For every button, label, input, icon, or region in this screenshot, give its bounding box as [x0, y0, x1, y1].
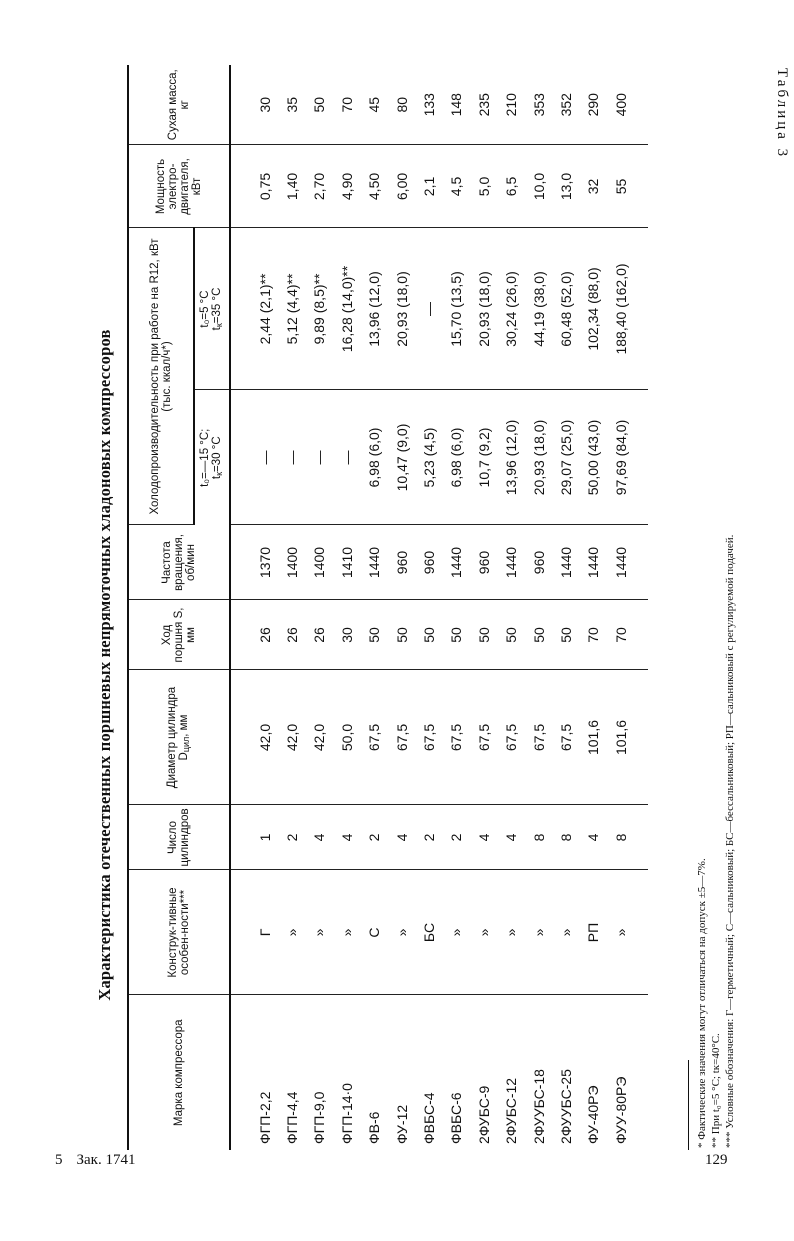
spacer-cell: [230, 670, 251, 805]
cell-design: »: [552, 870, 579, 995]
cell-speed: 1440: [361, 525, 388, 600]
spacer-cell: [230, 805, 251, 870]
table-row: [580, 65, 607, 1150]
sub1-line1: t₀=—15 °C;: [199, 428, 211, 487]
sub2-line1: t₀=5 °C: [199, 290, 211, 328]
spacer-cell: [634, 870, 648, 995]
cell-stroke: 30: [333, 600, 360, 670]
table-row: [361, 65, 388, 1150]
table-label: Таблица 3: [774, 68, 790, 160]
cell-capacity-minus15: 6,98 (6,0): [443, 390, 470, 525]
cell-power: 4,90: [333, 145, 360, 228]
cell-capacity-minus15: 50,00 (43,0): [580, 390, 607, 525]
cell-cylinders: 8: [525, 805, 552, 870]
cell-diameter: 67,5: [415, 670, 442, 805]
cell-mark: ФВ-6: [366, 1111, 383, 1144]
spacer-cell: [230, 228, 251, 390]
cell-diameter: 42,0: [278, 670, 305, 805]
cell-power: 6,5: [498, 145, 525, 228]
cell-diameter: 50,0: [333, 670, 360, 805]
cell-design: »: [278, 870, 305, 995]
order-number: Зак. 1741: [76, 1152, 136, 1168]
table-row: [470, 65, 497, 1150]
header-diameter: [128, 670, 230, 805]
print-signature: [55, 1152, 135, 1169]
cell-stroke: 26: [278, 600, 305, 670]
spacer-cell: [230, 145, 251, 228]
cell-capacity-plus5: 5,12 (4,4)**: [278, 228, 305, 390]
cell-diameter: 67,5: [388, 670, 415, 805]
cell-stroke: 50: [388, 600, 415, 670]
table-row: [388, 65, 415, 1150]
spacer-cell: [230, 390, 251, 525]
cell-capacity-minus15: —: [306, 390, 333, 525]
footnote-rule: [688, 1060, 689, 1150]
cell-design: »: [388, 870, 415, 995]
cell-capacity-plus5: 16,28 (14,0)**: [333, 228, 360, 390]
cell-speed: 1440: [607, 525, 634, 600]
cell-mark: ФУ-40РЭ: [585, 1085, 602, 1144]
header-diameter-sub: цил: [181, 736, 191, 753]
cell-capacity-minus15: 6,98 (6,0): [361, 390, 388, 525]
cell-capacity-plus5: 20,93 (18,0): [388, 228, 415, 390]
sub2-line2-text: =35 °C: [211, 287, 223, 324]
cell-capacity-minus15: —: [333, 390, 360, 525]
table-row: [333, 65, 360, 1150]
cell-power: 55: [607, 145, 634, 228]
cell-power: 4,5: [443, 145, 470, 228]
spacer-cell: [634, 600, 648, 670]
cell-capacity-plus5: 9,89 (8,5)**: [306, 228, 333, 390]
sub1-line2-text: =30 °C: [211, 436, 223, 472]
cell-power: 4,50: [361, 145, 388, 228]
cell-mass: 290: [580, 65, 607, 145]
cell-cylinders: 8: [552, 805, 579, 870]
cell-cylinders: 2: [278, 805, 305, 870]
cell-diameter: 67,5: [470, 670, 497, 805]
spacer-row: [634, 65, 648, 1150]
spacer-cell: [230, 65, 251, 145]
cell-stroke: 50: [443, 600, 470, 670]
footnotes: [695, 535, 737, 1148]
cell-speed: 1440: [552, 525, 579, 600]
cell-cylinders: 4: [333, 805, 360, 870]
cell-cylinders: 1: [251, 805, 278, 870]
cell-design: »: [525, 870, 552, 995]
cell-design: БС: [415, 870, 442, 995]
spacer-cell: [634, 65, 648, 145]
cell-capacity-minus15: 20,93 (18,0): [525, 390, 552, 525]
cell-capacity-plus5: 44,19 (38,0): [525, 228, 552, 390]
cell-capacity-minus15: —: [251, 390, 278, 525]
cell-mark: ФГП-2,2: [256, 1091, 273, 1144]
cell-mass: 133: [415, 65, 442, 145]
spacer-cell: [230, 525, 251, 600]
cell-speed: 1440: [498, 525, 525, 600]
cell-power: 13,0: [552, 145, 579, 228]
cell-diameter: 67,5: [361, 670, 388, 805]
cell-capacity-plus5: 102,34 (88,0): [580, 228, 607, 390]
cell-diameter: 67,5: [498, 670, 525, 805]
spacer-row: [230, 65, 251, 1150]
cell-stroke: 50: [552, 600, 579, 670]
cell-capacity-minus15: 13,96 (12,0): [498, 390, 525, 525]
cell-cylinders: 8: [607, 805, 634, 870]
cell-capacity-minus15: 5,23 (4,5): [415, 390, 442, 525]
cell-mass: 30: [251, 65, 278, 145]
cell-diameter: 101,6: [580, 670, 607, 805]
cell-power: 2,1: [415, 145, 442, 228]
cell-speed: 960: [415, 525, 442, 600]
header-diameter-text: Диаметр цилиндра D: [166, 686, 190, 789]
cell-power: 6,00: [388, 145, 415, 228]
cell-cylinders: 2: [443, 805, 470, 870]
tk-sub: к: [214, 471, 224, 476]
cell-power: 5,0: [470, 145, 497, 228]
header-mass: Сухая масса, кг: [128, 65, 230, 145]
cell-design: »: [498, 870, 525, 995]
table-body: [230, 65, 648, 1150]
cell-speed: 960: [470, 525, 497, 600]
cell-mass: 50: [306, 65, 333, 145]
header-capacity-plus5: [194, 228, 230, 390]
cell-mark: ФУУ-80РЭ: [612, 1076, 629, 1144]
cell-diameter: 67,5: [525, 670, 552, 805]
table-row: [415, 65, 442, 1150]
cell-mass: 80: [388, 65, 415, 145]
cell-mark: ФГП-9,0: [311, 1091, 328, 1144]
cell-mark: 2ФУУБС-18: [530, 1069, 547, 1144]
cell-capacity-plus5: 2,44 (2,1)**: [251, 228, 278, 390]
cell-capacity-plus5: 13,96 (12,0): [361, 228, 388, 390]
cell-cylinders: 2: [415, 805, 442, 870]
table-row: [498, 65, 525, 1150]
cell-stroke: 70: [607, 600, 634, 670]
table-title: Характеристика отечественных поршневых непрямоточных хладоновых компрессоров: [95, 329, 114, 1001]
cell-stroke: 70: [580, 600, 607, 670]
cell-cylinders: 2: [361, 805, 388, 870]
table-row: [552, 65, 579, 1150]
spacer-cell: [634, 805, 648, 870]
cell-design: »: [333, 870, 360, 995]
spacer-cell: [634, 995, 648, 1150]
spacer-cell: [230, 600, 251, 670]
cell-stroke: 50: [415, 600, 442, 670]
cell-mass: 353: [525, 65, 552, 145]
header-mark: Марка компрессора: [128, 995, 230, 1150]
cell-diameter: 67,5: [552, 670, 579, 805]
spacer-cell: [634, 228, 648, 390]
cell-cylinders: 4: [306, 805, 333, 870]
table-row: [607, 65, 634, 1150]
cell-design: »: [470, 870, 497, 995]
cell-speed: 1410: [333, 525, 360, 600]
cell-mark: ФВБС-4: [421, 1092, 438, 1144]
cell-mass: 210: [498, 65, 525, 145]
spacer-cell: [634, 145, 648, 228]
page-number: 129: [705, 1152, 728, 1168]
tk-t: t: [211, 475, 223, 480]
table-row: [251, 65, 278, 1150]
cell-diameter: 67,5: [443, 670, 470, 805]
spacer-cell: [230, 870, 251, 995]
cell-speed: 960: [525, 525, 552, 600]
compressor-table: [127, 65, 648, 1150]
cell-capacity-minus15: —: [278, 390, 305, 525]
cell-mark: 2ФУБС-9: [475, 1085, 492, 1144]
cell-diameter: 42,0: [251, 670, 278, 805]
cell-design: РП: [580, 870, 607, 995]
cell-cylinders: 4: [388, 805, 415, 870]
cell-cylinders: 4: [498, 805, 525, 870]
cell-capacity-minus15: 97,69 (84,0): [607, 390, 634, 525]
cell-capacity-plus5: 20,93 (18,0): [470, 228, 497, 390]
cell-mark: 2ФУБС-12: [503, 1077, 520, 1144]
cell-capacity-minus15: 29,07 (25,0): [552, 390, 579, 525]
cell-capacity-plus5: —: [415, 228, 442, 390]
rotated-table-frame: [95, 65, 755, 1150]
cell-stroke: 50: [470, 600, 497, 670]
cell-mass: 148: [443, 65, 470, 145]
cell-capacity-minus15: 10,7 (9,2): [470, 390, 497, 525]
cell-speed: 960: [388, 525, 415, 600]
cell-design: »: [443, 870, 470, 995]
table-row: [278, 65, 305, 1150]
footnote-2: ** При t₀=5 °C; tк=40°C.: [710, 1033, 722, 1148]
table-row: [525, 65, 552, 1150]
table-row: [443, 65, 470, 1150]
footnote-3: *** Условные обозначения: Г—герметичный; С—сальниковый; БС—бессальниковый; РП—сальниковый с регулируемой подачей.: [724, 534, 736, 1148]
cell-diameter: 101,6: [607, 670, 634, 805]
header-design: Конструк-тивные особен-ности***: [128, 870, 230, 995]
header-stroke: Ход поршня S, мм: [128, 600, 230, 670]
cell-stroke: 26: [251, 600, 278, 670]
cell-mark: ФВБС-6: [448, 1092, 465, 1144]
table-row: [306, 65, 333, 1150]
cell-design: С: [361, 870, 388, 995]
cell-capacity-plus5: 60,48 (52,0): [552, 228, 579, 390]
spacer-cell: [230, 995, 251, 1150]
tk-t: t: [211, 327, 223, 331]
cell-mark: ФГП-4,4: [284, 1091, 301, 1144]
footnote-1: * Фактические значения могут отличаться на допуск ±5—7%.: [696, 858, 708, 1148]
cell-mass: 35: [278, 65, 305, 145]
header-speed: Частота вращения, об/мин: [128, 525, 230, 600]
spacer-cell: [634, 670, 648, 805]
header-capacity-minus15: [194, 390, 230, 525]
cell-design: »: [607, 870, 634, 995]
sheet-number: 5: [55, 1152, 63, 1168]
cell-power: 2,70: [306, 145, 333, 228]
cell-mass: 70: [333, 65, 360, 145]
cell-stroke: 50: [498, 600, 525, 670]
cell-design: Г: [251, 870, 278, 995]
cell-power: 32: [580, 145, 607, 228]
cell-speed: 1440: [443, 525, 470, 600]
cell-stroke: 50: [525, 600, 552, 670]
cell-capacity-minus15: 10,47 (9,0): [388, 390, 415, 525]
cell-stroke: 26: [306, 600, 333, 670]
spacer-cell: [634, 390, 648, 525]
cell-capacity-plus5: 188,40 (162,0): [607, 228, 634, 390]
tk-sub: к: [214, 323, 224, 328]
cell-design: »: [306, 870, 333, 995]
cell-mark: ФГП-14·0: [338, 1083, 355, 1144]
cell-mark: ФУ-12: [393, 1104, 410, 1144]
cell-speed: 1370: [251, 525, 278, 600]
spacer-cell: [634, 525, 648, 600]
cell-cylinders: 4: [470, 805, 497, 870]
header-cylinders: Число цилиндров: [128, 805, 230, 870]
cell-speed: 1400: [306, 525, 333, 600]
cell-mass: 45: [361, 65, 388, 145]
header-capacity: Холодопроизводительность при работе на R12, кВт (тыс. ккал/ч*): [128, 228, 194, 525]
cell-power: 10,0: [525, 145, 552, 228]
sub2-line2: [211, 231, 225, 386]
cell-cylinders: 4: [580, 805, 607, 870]
cell-stroke: 50: [361, 600, 388, 670]
cell-mass: 400: [607, 65, 634, 145]
cell-power: 1,40: [278, 145, 305, 228]
header-power: Мощность электро-двигателя, кВт: [128, 145, 230, 228]
cell-mark: 2ФУУБС-25: [557, 1069, 574, 1144]
cell-mass: 235: [470, 65, 497, 145]
header-diameter-unit: , мм: [178, 714, 190, 737]
cell-speed: 1440: [580, 525, 607, 600]
cell-capacity-plus5: 15,70 (13,5): [443, 228, 470, 390]
cell-mass: 352: [552, 65, 579, 145]
cell-capacity-plus5: 30,24 (26,0): [498, 228, 525, 390]
cell-power: 0,75: [251, 145, 278, 228]
cell-speed: 1400: [278, 525, 305, 600]
sub1-line2: [211, 394, 225, 523]
cell-diameter: 42,0: [306, 670, 333, 805]
